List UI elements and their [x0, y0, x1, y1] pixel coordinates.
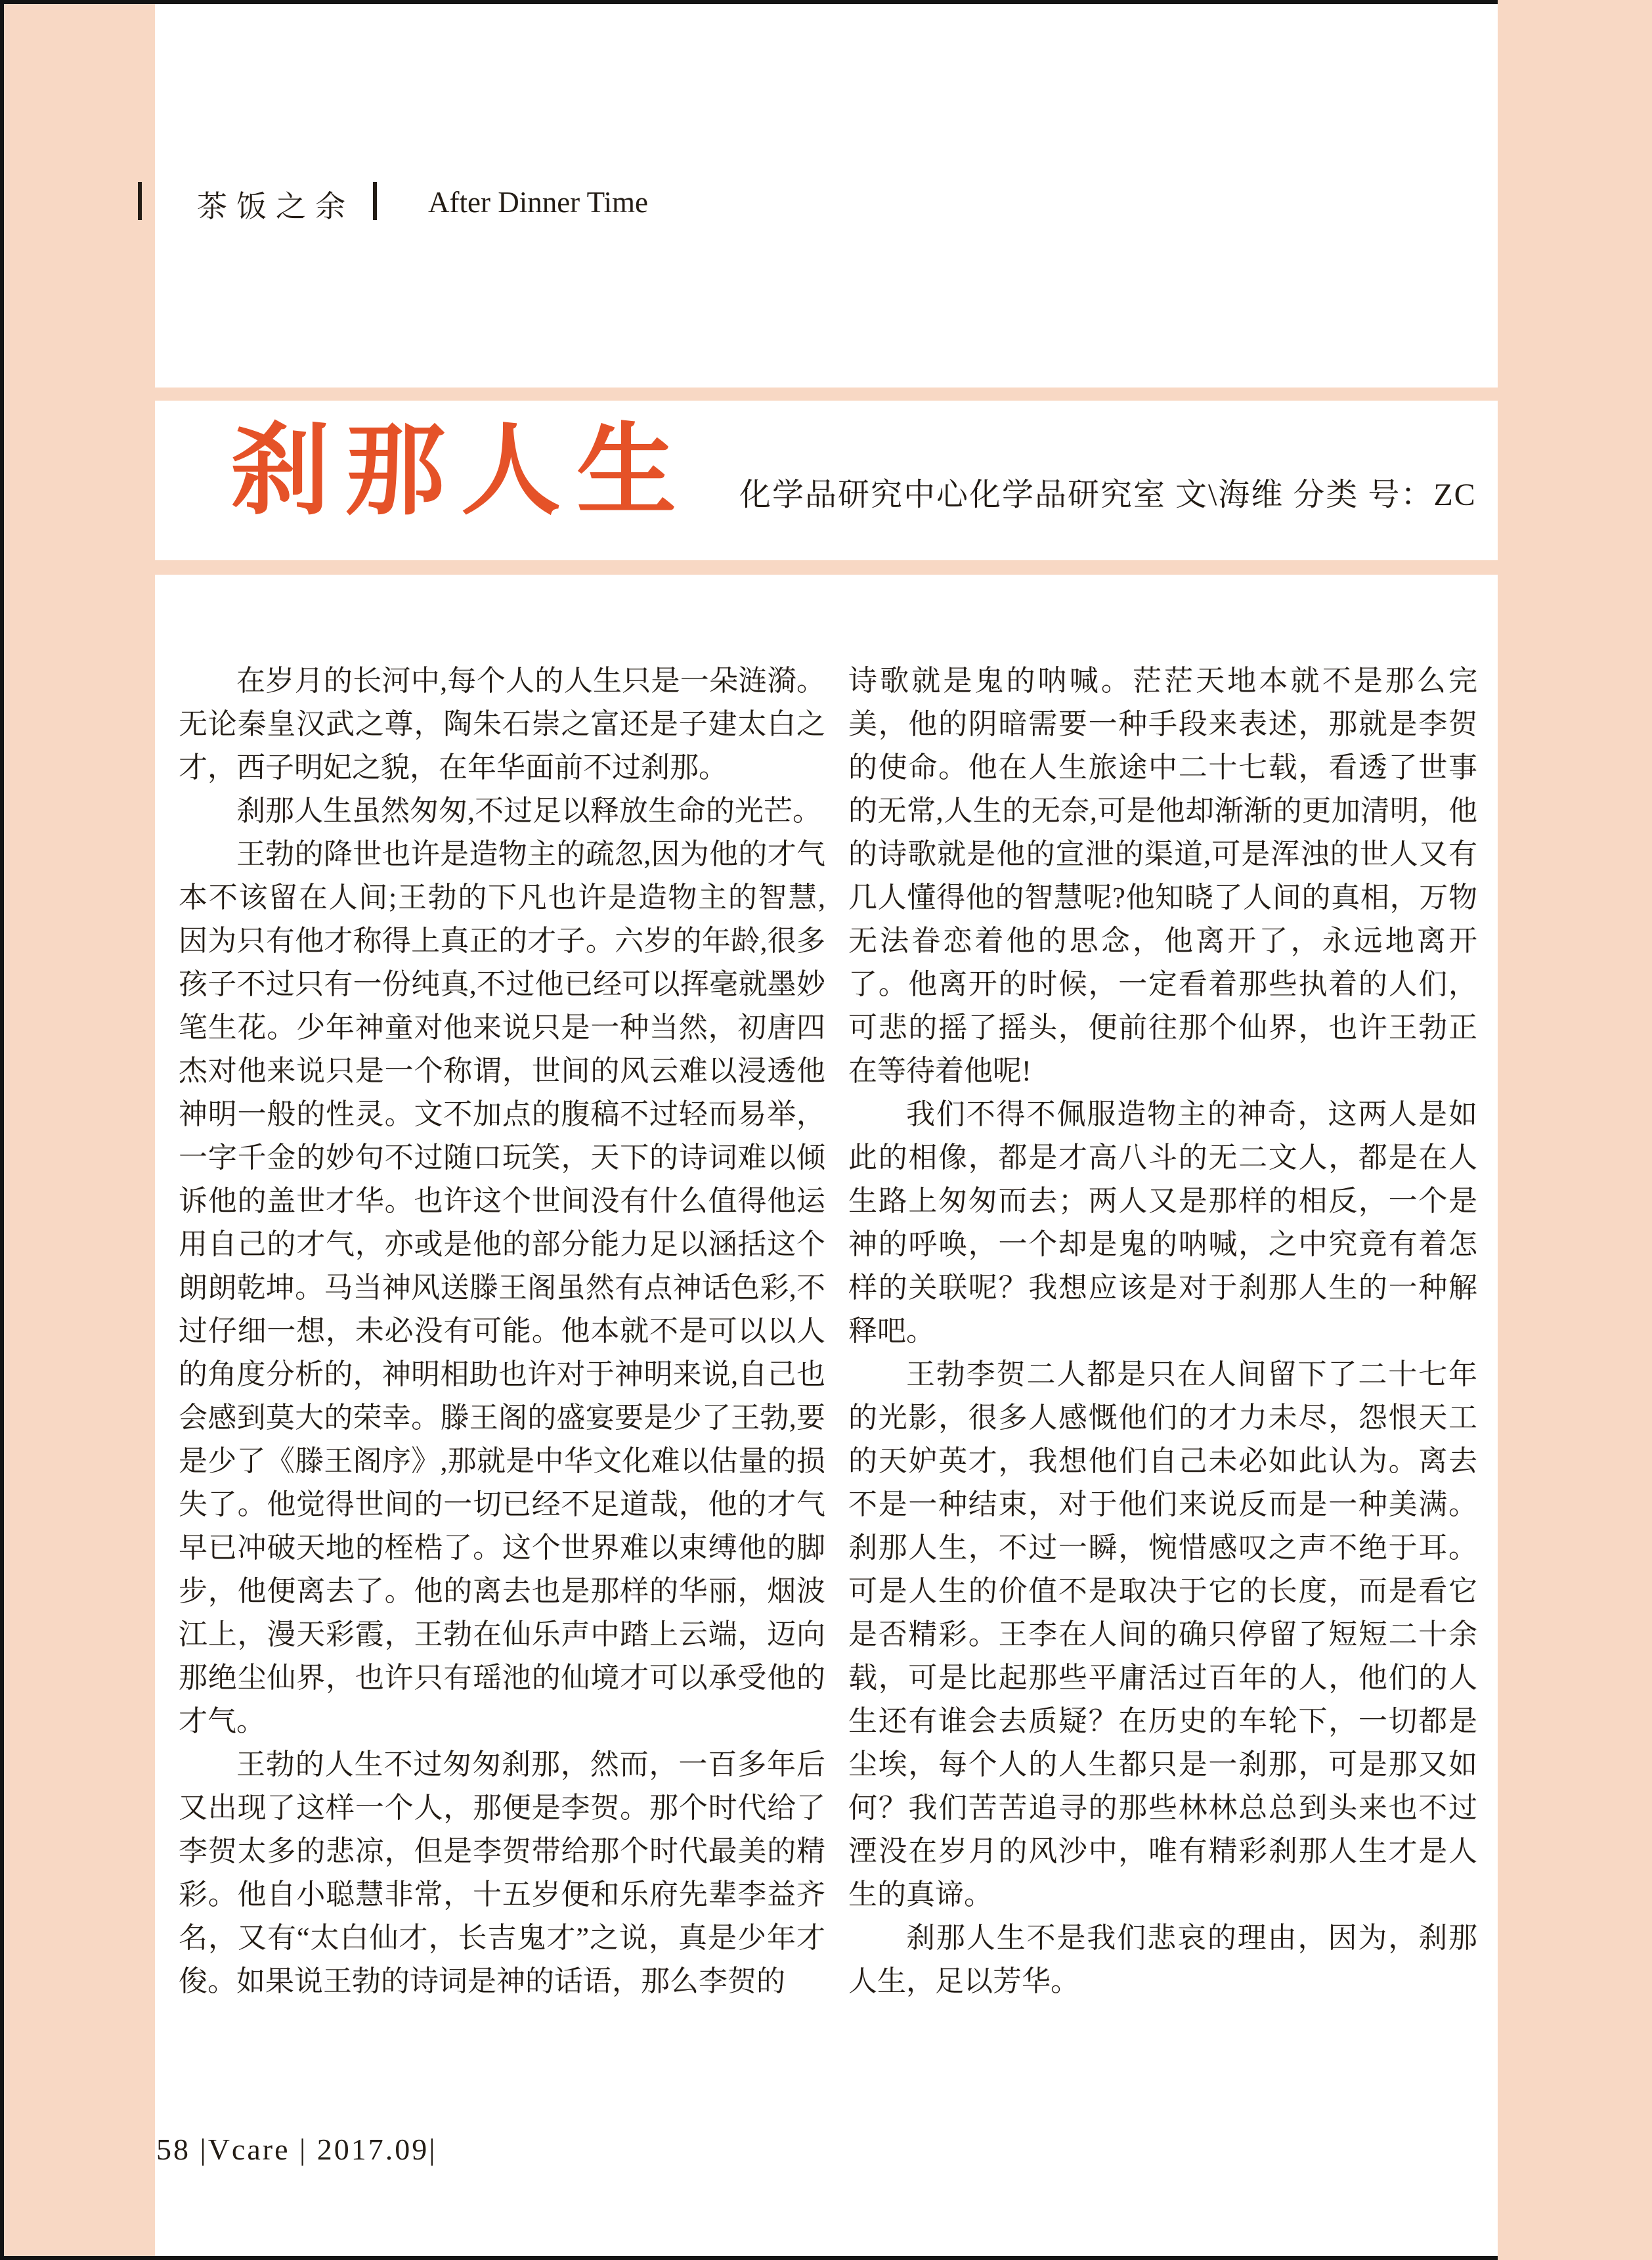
paragraph: 我们不得不佩服造物主的神奇，这两人是如此的相像，都是才高八斗的无二文人，都是在人生路上匆匆而去；两人又是那样的相反，一个是神的呼唤，一个却是鬼的呐喊，之中究竟有着怎样的关联呢？我想应该是对于刹那人生的一种解释吧。 [848, 1098, 1477, 1347]
paragraph: 王勃的人生不过匆匆刹那，然而，一百多年后又出现了这样一个人，那便是李贺。那个时代给了李贺太多的悲凉，但是李贺带给那个时代最美的精彩。他自小聪慧非常，十五岁便和乐府先辈李益齐名，又有“太白仙才，长吉鬼才”之说，真是少年才俊。如果说王勃的诗词是神的话语，那么李贺的 [179, 1748, 825, 1997]
header-divider-bar [138, 182, 142, 220]
article-title-row [230, 411, 1477, 531]
page-footer: 58 |Vcare | 2017.09| [156, 2133, 437, 2166]
page-border-top [0, 0, 1498, 4]
article-title: 刹那人生 [230, 415, 692, 527]
header-divider-bar [373, 182, 377, 220]
section-title-en: After Dinner Time [428, 186, 648, 219]
paragraph: 王勃李贺二人都是只在人间留下了二十七年的光影，很多人感慨他们的才力未尽，怨恨天工的天妒英才，我想他们自己未必如此认为。离去不是一种结束，对于他们来说反而是一种美满。刹那人生，不过一瞬，惋惜感叹之声不绝于耳。可是人生的价值不是取决于它的长度，而是看它是否精彩。王李在人间的确只停留了短短二十余载，可是比起那些平庸活过百年的人，他们的人生还有谁会去质疑？在历史的车轮下，一切都是尘埃，每个人的人生都只是一刹那，可是那又如何？我们苦苦追寻的那些林林总总到头来也不过湮没在岁月的风沙中，唯有精彩刹那人生才是人生的真谛。 [848, 1358, 1477, 1911]
page-border-bottom [0, 2256, 1498, 2260]
article-byline: 化学品研究中心化学品研究室 文\海维 分类 号：ZC [739, 477, 1477, 512]
paragraph: 刹那人生不是我们悲哀的理由，因为，刹那人生，足以芳华。 [848, 1922, 1477, 1997]
paragraph: 诗歌就是鬼的呐喊。茫茫天地本就不是那么完美，他的阴暗需要一种手段来表述，那就是李贺的使命。他在人生旅途中二十七载，看透了世事的无常,人生的无奈,可是他却渐渐的更加清明，他的诗歌就是他的宣泄的渠道,可是浑浊的世人又有几人懂得他的智慧呢?他知晓了人间的真相，万物无法眷恋着他的思念，他离开了，永远地离开了。他离开的时候，一定看着那些执着的人们，可悲的摇了摇头，便前往那个仙界，也许王勃正在等待着他呢! [848, 665, 1477, 1087]
paragraph: 王勃的降世也许是造物主的疏忽,因为他的才气本不该留在人间;王勃的下凡也许是造物主的智慧,因为只有他才称得上真正的才子。六岁的年龄,很多孩子不过只有一份纯真,不过他已经可以挥毫就墨妙笔生花。少年神童对他来说只是一种当然，初唐四杰对他来说只是一个称谓，世间的风云难以浸透他神明一般的性灵。文不加点的腹稿不过轻而易举，一字千金的妙句不过随口玩笑，天下的诗词难以倾诉他的盖世才华。也许这个世间没有什么值得他运用自己的才气，亦或是他的部分能力足以涵括这个朗朗乾坤。马当神风送滕王阁虽然有点神话色彩,不过仔细一想，未必没有可能。他本就不是可以以人的角度分析的，神明相助也许对于神明来说,自己也会感到莫大的荣幸。滕王阁的盛宴要是少了王勃,要是少了《滕王阁序》,那就是中华文化难以估量的损失了。他觉得世间的一切已经不足道哉，他的才气早已冲破天地的桎梏了。这个世界难以束缚他的脚步，他便离去了。他的离去也是那样的华丽，烟波江上，漫天彩霞，王勃在仙乐声中踏上云端，迈向那绝尘仙界，也许只有瑶池的仙境才可以承受他的才气。 [179, 838, 825, 1737]
article-column-right [848, 659, 1477, 2003]
title-band-top [4, 388, 1498, 401]
article-column-left [179, 659, 825, 2003]
right-pink-column [1498, 0, 1652, 2260]
left-pink-strip [4, 4, 155, 2256]
paragraph: 在岁月的长河中,每个人的人生只是一朵涟漪。无论秦皇汉武之尊，陶朱石崇之富还是子建太白之才，西子明妃之貌，在年华面前不过刹那。 [179, 665, 825, 784]
title-band-bottom [4, 560, 1498, 575]
paragraph: 刹那人生虽然匆匆,不过足以释放生命的光芒。 [236, 795, 821, 827]
section-title-cn: 茶饭之余 [197, 189, 355, 223]
